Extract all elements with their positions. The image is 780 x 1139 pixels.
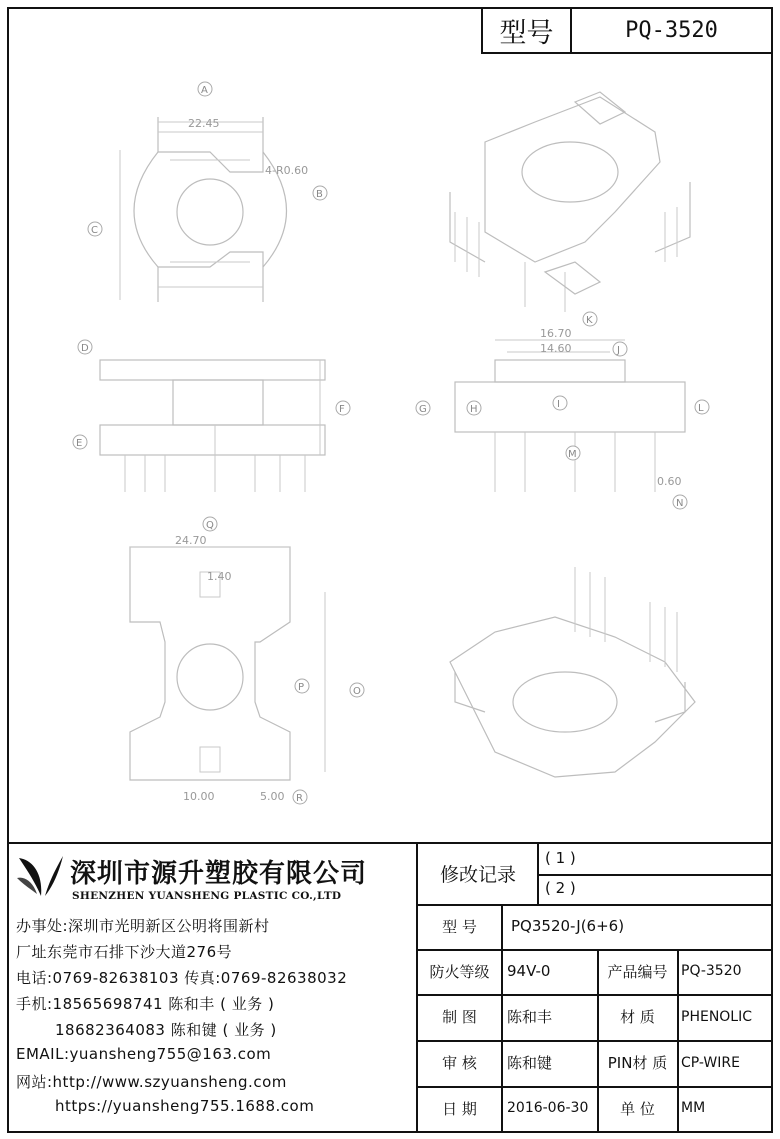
revision-item-2: ( 2 ) — [545, 879, 576, 897]
revision-item-1: ( 1 ) — [545, 849, 576, 867]
callout-h: H — [470, 404, 478, 415]
product-no-label: 产品编号 — [607, 962, 668, 981]
callout-g: G — [419, 404, 427, 415]
side-view — [100, 360, 325, 492]
dim-r1: 10.00 — [183, 790, 215, 803]
header-model-label: 型号 — [481, 7, 572, 54]
material-value: PHENOLIC — [681, 1008, 753, 1025]
office-address: 办事处:深圳市光明新区公明将围新村 — [16, 917, 270, 935]
header-model-value: PQ-3520 — [570, 7, 773, 54]
callout-o: O — [353, 686, 361, 697]
dim-r2: 5.00 — [260, 790, 285, 803]
dim-k: 16.70 — [540, 327, 572, 340]
callout-p: P — [298, 682, 305, 693]
company-logo — [15, 852, 65, 900]
iso-view-bottom — [450, 567, 695, 777]
website-1: 网站:http://www.szyuansheng.com — [16, 1073, 287, 1091]
dim-b: 4-R0.60 — [265, 164, 309, 177]
dim-j: 14.60 — [540, 342, 572, 355]
pin-material-value: CP-WIRE — [681, 1054, 740, 1071]
mobile-2: 18682364083 陈和键 ( 业务 ) — [55, 1021, 277, 1039]
company-name-en: SHENZHEN YUANSHENG PLASTIC CO.,LTD — [72, 890, 342, 902]
dim-q: 24.70 — [175, 534, 207, 547]
callout-e: E — [76, 438, 83, 449]
dim-q2: 1.40 — [207, 570, 232, 583]
callout-q: Q — [206, 520, 214, 531]
callout-r: R — [296, 793, 303, 804]
model-label: 型 号 — [442, 917, 477, 936]
company-name-cn: 深圳市源升塑胶有限公司 — [70, 859, 368, 889]
callout-b: B — [316, 189, 323, 200]
callout-l: L — [698, 403, 704, 414]
product-no-value: PQ-3520 — [681, 963, 742, 979]
top-view — [120, 117, 308, 302]
drawn-by-label: 制 图 — [442, 1008, 477, 1026]
fire-rating-value: 94V-0 — [507, 962, 551, 980]
email: EMAIL:yuansheng755@163.com — [16, 1045, 272, 1063]
model-value: PQ3520-J(6+6) — [511, 917, 625, 935]
iso-view-top — [450, 92, 690, 312]
callout-j: J — [617, 345, 620, 356]
callout-k: K — [586, 315, 593, 326]
checked-by-label: 审 核 — [442, 1054, 477, 1072]
callout-c: C — [91, 225, 98, 236]
callout-i: I — [557, 399, 560, 410]
drawn-by-value: 陈和丰 — [507, 1008, 553, 1026]
bottom-view — [130, 534, 325, 803]
callout-m: M — [568, 449, 577, 460]
front-view — [455, 327, 685, 492]
date-value: 2016-06-30 — [507, 1100, 589, 1116]
mobile-1: 手机:18565698741 陈和丰 ( 业务 ) — [16, 995, 275, 1013]
callout-f: F — [339, 404, 345, 415]
pin-material-label: PIN材 质 — [607, 1054, 668, 1072]
callout-a: A — [201, 85, 208, 96]
factory-address: 厂址东莞市石排下沙大道276号 — [16, 943, 233, 961]
dim-n: 0.60 — [657, 475, 682, 488]
callouts — [73, 82, 709, 804]
revision-label: 修改记录 — [439, 863, 516, 886]
dim-a: 22.45 — [188, 117, 220, 130]
technical-drawing — [55, 62, 720, 807]
callout-d: D — [81, 343, 89, 354]
material-label: 材 质 — [620, 1008, 655, 1026]
checked-by-value: 陈和键 — [507, 1054, 553, 1072]
unit-value: MM — [681, 1100, 706, 1116]
callout-n: N — [676, 498, 684, 509]
unit-label: 单 位 — [620, 1099, 655, 1118]
date-label: 日 期 — [442, 1099, 477, 1118]
website-2: https://yuansheng755.1688.com — [55, 1097, 315, 1115]
fire-rating-label: 防火等级 — [429, 962, 490, 981]
phone-fax: 电话:0769-82638103 传真:0769-82638032 — [16, 969, 348, 987]
